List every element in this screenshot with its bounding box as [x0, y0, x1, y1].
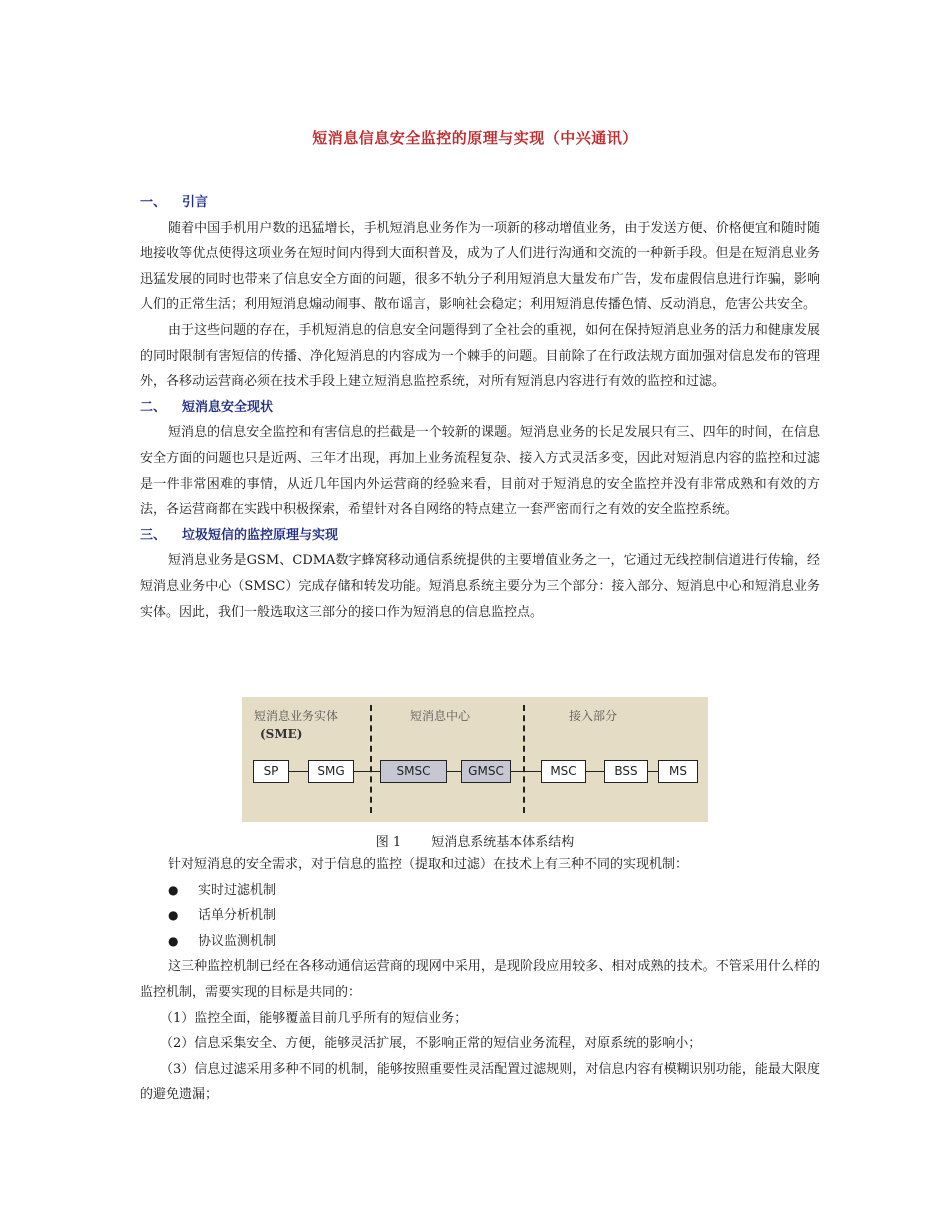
- region-label-smsc: 短消息中心: [410, 709, 471, 723]
- node-sp: SP: [253, 760, 289, 783]
- section-intro: [140, 190, 820, 625]
- region-label-sme-abbr: (SME): [260, 727, 303, 741]
- architecture-diagram: [242, 697, 708, 822]
- section-number: 三、: [140, 527, 167, 543]
- goal-item: （3）信息过滤采用多种不同的机制，能够按照重要性灵活配置过滤规则，对信息内容有模糊识别功能，能最大限度的避免遗漏；: [140, 1061, 820, 1103]
- section-title: 垃圾短信的监控原理与实现: [182, 527, 339, 543]
- node-msc: MSC: [541, 760, 586, 783]
- region-label-access: 接入部分: [569, 709, 618, 723]
- section-title: 短消息安全现状: [182, 399, 274, 415]
- document-title: 短消息信息安全监控的原理与实现（中兴通讯）: [312, 129, 638, 147]
- caption-number: 图 1: [375, 835, 402, 850]
- section-title: 引言: [182, 195, 209, 210]
- section-number: 一、: [140, 195, 167, 210]
- bullet-icon: ●: [168, 933, 179, 948]
- section-heading: [140, 523, 820, 549]
- connector-line: [288, 771, 309, 772]
- paragraph: 针对短消息的安全需求，对于信息的监控（提取和过滤）在技术上有三种不同的实现机制：: [168, 857, 689, 872]
- section-number: 二、: [140, 399, 167, 415]
- connector-line: [510, 771, 542, 772]
- bullet-icon: ●: [168, 882, 179, 897]
- region-divider: [370, 705, 372, 813]
- list-item: [140, 903, 820, 929]
- region-divider: [523, 705, 525, 813]
- list-item-text: 话单分析机制: [198, 908, 277, 924]
- node-smsc: SMSC: [380, 760, 447, 783]
- paragraph: 短消息业务是GSM、CDMA数字蜂窝移动通信系统提供的主要增值业务之一，它通过无线控制信道进行传输，经短消息业务中心（SMSC）完成存储和转发功能。短消息系统主要分为三个部分：接入部分、短消息中心和短消息业务实体。因此，我们一般选取这三部分的接口作为短消息的信息监控点。: [140, 553, 820, 620]
- goal-item: （2）信息采集安全、方便，能够灵活扩展，不影响正常的短信业务流程，对原系统的影响小；: [160, 1036, 702, 1052]
- connector-line: [585, 771, 605, 772]
- bullet-icon: ●: [168, 908, 179, 923]
- list-item: [140, 878, 820, 904]
- goal-item: （1）监控全面，能够覆盖目前几乎所有的短信业务；: [160, 1010, 468, 1026]
- paragraph: 这三种监控机制已经在各移动通信运营商的现网中采用，是现阶段应用较多、相对成熟的技术。不管采用什么样的监控机制，需要实现的目标是共同的：: [140, 959, 820, 1000]
- caption-text: 短消息系统基本体系结构: [431, 835, 575, 850]
- node-gmsc: GMSC: [461, 760, 511, 783]
- list-item-text: 协议监测机制: [198, 933, 277, 949]
- paragraph: 由于这些问题的存在，手机短消息的信息安全问题得到了全社会的重视，如何在保持短消息业务的活力和健康发展的同时限制有害短信的传播、净化短消息的内容成为一个棘手的问题。目前除了在行政法规方面加强对信息发布的管理外，各移动运营商必须在技术手段上建立短消息监控系统，对所有短消息内容进行有效的监控和过滤。: [140, 322, 820, 390]
- node-smg: SMG: [308, 760, 354, 783]
- figure-caption: [0, 831, 950, 850]
- section-heading: [140, 190, 820, 216]
- list-item-text: 实时过滤机制: [198, 882, 277, 898]
- node-bss: BSS: [604, 760, 648, 783]
- connector-line: [353, 771, 381, 772]
- section-heading: [140, 395, 820, 421]
- region-label-sme: 短消息业务实体: [254, 709, 339, 723]
- connector-line: [446, 771, 462, 772]
- paragraph: 随着中国手机用户数的迅猛增长，手机短消息业务作为一项新的移动增值业务，由于发送方便、价格便宜和随时随地接收等优点使得这项业务在短时间内得到大面积普及，成为了人们进行沟通和交流的一种新手段。但是在短消息业务迅猛发展的同时也带来了信息安全方面的问题，很多不轨分子利用短消息大量发布广告，发布虚假信息进行诈骗，影响人们的正常生活；利用短消息煽动闹事、散布谣言，影响社会稳定；利用短消息传播色情、反动消息，危害公共安全。: [140, 220, 820, 313]
- node-ms: MS: [658, 760, 698, 783]
- paragraph: 短消息的信息安全监控和有害信息的拦截是一个较新的课题。短消息业务的长足发展只有三、四年的时间，在信息安全方面的问题也只是近两、三年才出现，再加上业务流程复杂、接入方式灵活多变，因此对短消息内容的监控和过滤是一件非常困难的事情，从近几年国内外运营商的经验来看，目前对于短消息的安全监控并没有非常成熟和有效的方法，各运营商都在实践中积极探索，希望针对各自网络的特点建立一套严密而行之有效的安全监控系统。: [140, 425, 820, 518]
- section-mechanisms: [140, 852, 820, 1108]
- list-item: [140, 929, 820, 955]
